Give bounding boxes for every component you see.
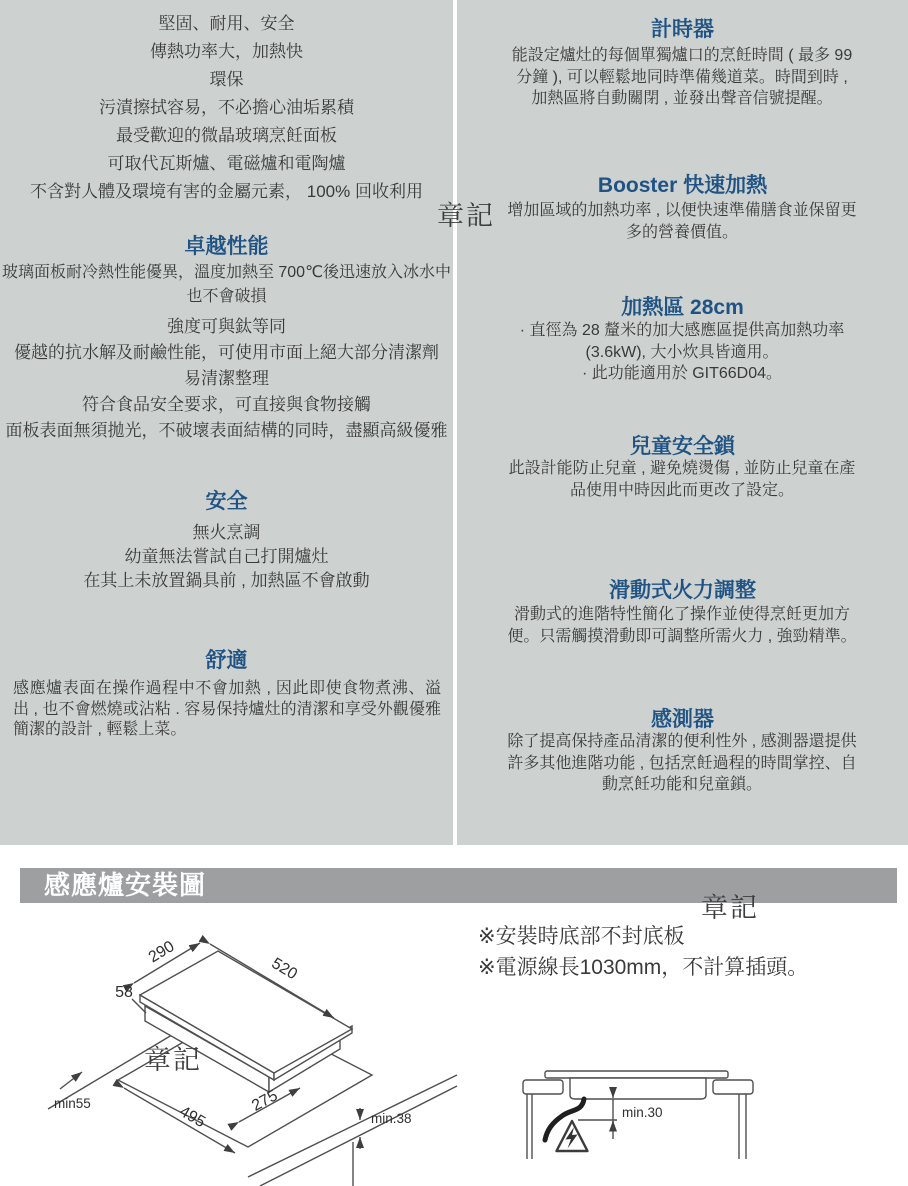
installation-banner <box>20 868 897 903</box>
comfort-paragraph: 感應爐表面在操作過程中不會加熱 , 因此即使食物煮沸、溢出 , 也不會燃燒或沾粘 . 容易保持爐灶的清潔和享受外觀優雅簡潔的設計 , 輕鬆上菜。 <box>13 680 441 738</box>
feature-line: 環保 <box>209 70 244 89</box>
feature-line: 面板表面無須拋光，不破壞表面結構的同時，盡顯高級優雅 <box>5 421 448 440</box>
dim-label-counter-thickness: min.38 <box>371 1111 412 1126</box>
feature-line: 無火烹調 <box>192 523 261 542</box>
feature-line: 強度可與鈦等同 <box>167 317 286 336</box>
performance-paragraph: 玻璃面板耐冷熱性能優異，溫度加熱至 700℃後迅速放入冰水中也不會破損 <box>1 264 452 305</box>
section-heading-slider-control: 滑動式火力調整 <box>609 579 756 602</box>
heating-zone-bullet-2: · 此功能適用於 GIT66D04。 <box>581 365 783 382</box>
features-panel-left <box>0 0 453 845</box>
feature-line: 易清潔整理 <box>184 369 269 388</box>
feature-line: 在其上未放置鍋具前 , 加熱區不會啟動 <box>83 571 370 590</box>
booster-paragraph: 增加區域的加熱功率 , 以便快速準備膳食並保留更多的營養價值。 <box>507 202 857 241</box>
timer-paragraph: 能設定爐灶的每個單獨爐口的烹飪時間 ( 最多 99 分鐘 ), 可以輕鬆地同時準備幾道菜。時間到時 , 加熱區將自動關閉 , 並發出聲音信號提醒。 <box>511 47 853 107</box>
heating-zone-paragraph <box>507 320 857 385</box>
section-heading-booster: Booster 快速加熱 <box>597 174 768 197</box>
feature-line: 最受歡迎的微晶玻璃烹飪面板 <box>116 126 337 145</box>
installation-banner-title: 感應爐安裝圖 <box>44 870 207 900</box>
dim-label-side-clearance: min55 <box>54 1096 91 1111</box>
section-heading-comfort: 舒適 <box>205 649 248 672</box>
cooktop-body <box>570 1078 706 1099</box>
dim-label-body-height: 58 <box>115 984 133 1001</box>
watermark-stamp: 章記 <box>701 893 759 923</box>
dim-label-width: 290 <box>145 937 178 967</box>
feature-line: 優越的抗水解及耐鹼性能，可使用市面上絕大部分清潔劑 <box>14 343 439 362</box>
watermark-stamp: 章記 <box>437 201 495 231</box>
sensor-paragraph: 除了提高保持產品清潔的便利性外 , 感測器還提供許多其他進階功能 , 包括烹飪過程的時間掌控、自動烹飪功能和兒童鎖。 <box>507 733 857 793</box>
feature-intro-list <box>0 10 453 206</box>
dim-line-495 <box>124 1088 235 1153</box>
safety-list <box>0 521 453 593</box>
dim-label-length: 520 <box>268 954 301 984</box>
feature-line: 堅固、耐用、安全 <box>158 14 295 33</box>
glass-panel <box>545 1071 728 1078</box>
install-diagram-cross-section <box>470 1020 908 1186</box>
feature-line: 不含對人體及環境有害的金屬元素， 100% 回收利用 <box>30 182 423 201</box>
section-heading-performance: 卓越性能 <box>184 235 269 258</box>
dim-label-bottom-clearance: min.30 <box>622 1105 663 1120</box>
slider-control-paragraph: 滑動式的進階特性簡化了操作並使得烹飪更加方便。只需觸摸滑動即可調整所需火力 , 強勁精準。 <box>507 606 857 645</box>
heating-zone-bullet-1: · 直徑為 28 釐米的加大感應區提供高加熱功率 (3.6kW), 大小炊具皆適用。 <box>519 322 845 361</box>
dim-label-cutout-width: 275 <box>249 1087 281 1115</box>
childlock-paragraph: 此設計能防止兒童 , 避免燒燙傷 , 並防止兒童在產品使用中時因此而更改了設定。 <box>508 460 856 499</box>
feature-line: 幼童無法嘗試自己打開爐灶 <box>124 547 329 566</box>
install-diagram-isometric <box>20 925 460 1186</box>
performance-list <box>0 314 453 444</box>
section-heading-childlock: 兒童安全鎖 <box>630 435 735 458</box>
cabinet-panel-left <box>527 1094 532 1159</box>
feature-line: 傳熱功率大，加熱快 <box>150 42 303 61</box>
dim-label-cutout-length: 495 <box>176 1103 209 1132</box>
feature-line: 可取代瓦斯爐、電磁爐和電陶爐 <box>107 154 346 173</box>
dim-leader-min55 <box>60 1072 82 1089</box>
install-note-2: ※電源線長1030mm，不計算插頭。 <box>478 956 809 979</box>
features-panel-right <box>457 0 908 845</box>
watermark-stamp: 章記 <box>144 1045 202 1075</box>
section-heading-heating-zone: 加熱區 28cm <box>621 296 744 319</box>
counter-left-section <box>523 1080 563 1094</box>
section-heading-safety: 安全 <box>205 490 248 513</box>
section-heading-timer: 計時器 <box>651 18 714 41</box>
counter-right-section <box>713 1080 753 1094</box>
install-note-1: ※安裝時底部不封底板 <box>478 925 685 948</box>
feature-line: 污漬擦拭容易，不必擔心油垢累積 <box>99 98 354 117</box>
section-heading-sensor: 感測器 <box>651 708 714 731</box>
counter-bottom-edge-right <box>260 1086 457 1186</box>
feature-line: 符合食品安全要求，可直接與食物接觸 <box>82 395 371 414</box>
cabinet-panel-right <box>739 1094 746 1159</box>
